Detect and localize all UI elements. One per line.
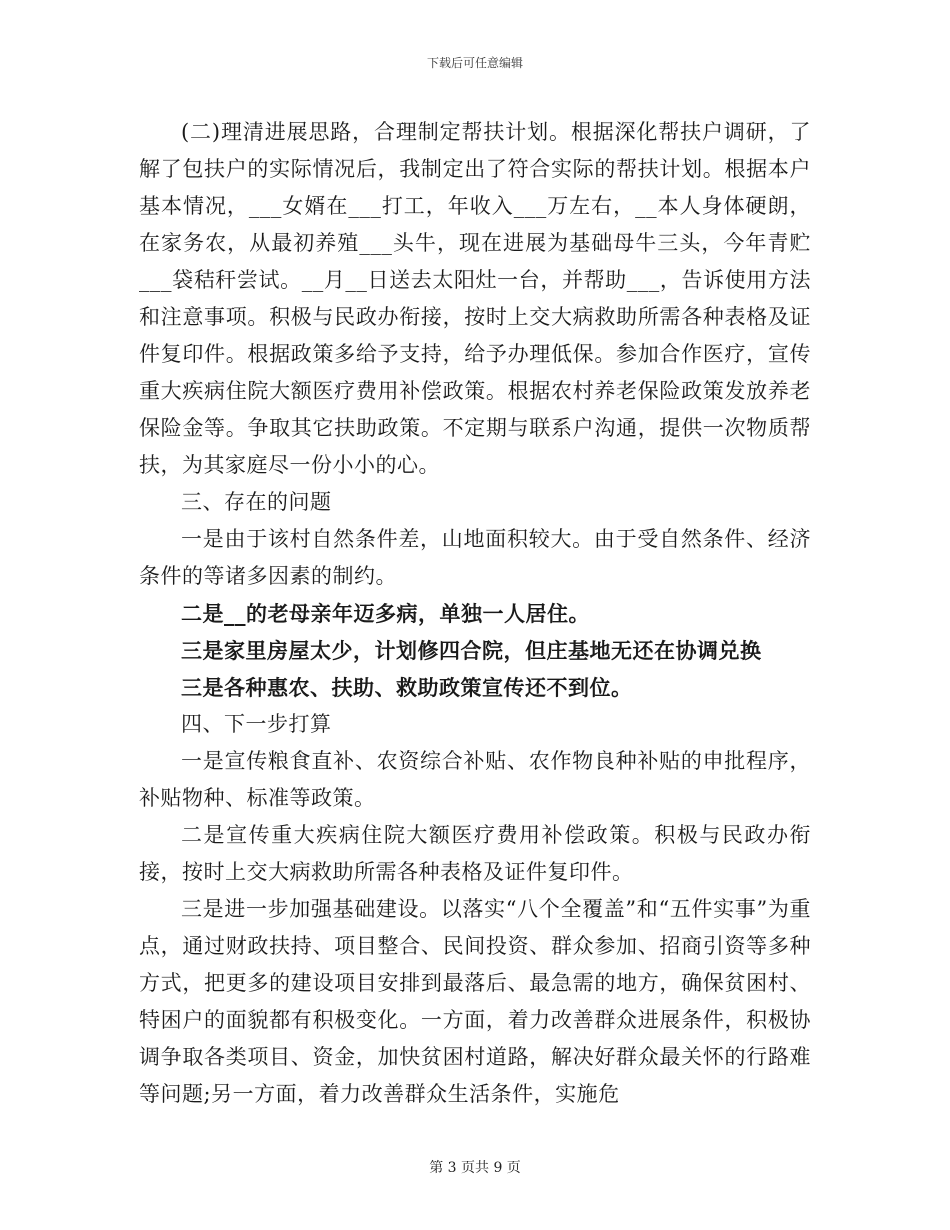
paragraph-problem-4: 三是各种惠农、扶助、救助政策宣传还不到位。 bbox=[181, 675, 633, 700]
paragraph-next-2: 二是宣传重大疾病住院大额医疗费用补偿政策。积极与民政办衔接，按时上交大病救助所需各种表格及证件复印件。 bbox=[139, 823, 811, 884]
paragraph-next-1: 一是宣传粮食直补、农资综合补贴、农作物良种补贴的申批程序，补贴物种、标准等政策。 bbox=[139, 749, 811, 810]
page-header: 下载后可任意编辑 bbox=[426, 56, 523, 70]
paragraph-problem-3: 三是家里房屋太少，计划修四合院，但庄基地无还在协调兑换 bbox=[181, 638, 762, 663]
page-footer: 第 3 页共 9 页 bbox=[429, 1160, 521, 1176]
heading-problems: 三、存在的问题 bbox=[181, 490, 332, 514]
heading-next-steps: 四、下一步打算 bbox=[181, 712, 332, 736]
paragraph-problem-2: 二是__的老母亲年迈多病，单独一人居住。 bbox=[181, 601, 590, 626]
document-body bbox=[139, 114, 811, 1113]
paragraph-next-3: 三是进一步加强基础建设。以落实“八个全覆盖”和“五件实事”为重点，通过财政扶持、项目整合、民间投资、群众参加、招商引资等多种方式，把更多的建设项目安排到最落后、最急需的地方，确保贫困村、特困户的面貌都有积极变化。一方面，着力改善群众进展条件，积极协调争取各类项目、资金，加快贫困村道路，解决好群众最关怀的行路难等问题;另一方面，着力改善群众生活条件，实施危 bbox=[139, 897, 811, 1106]
paragraph-problem-1: 一是由于该村自然条件差，山地面积较大。由于受自然条件、经济条件的等诸多因素的制约。 bbox=[139, 527, 811, 588]
paragraph-plan: (二)理清进展思路，合理制定帮扶计划。根据深化帮扶户调研，了解了包扶户的实际情况后，我制定出了符合实际的帮扶计划。根据本户基本情况，___女婿在___打工，年收入___万左右，__本人身体硬朗，在家务农，从最初养殖___头牛，现在进展为基础母牛三头，今年青贮___袋秸秆尝试。__月__日送去太阳灶一台，并帮助___，告诉使用方法和注意事项。积极与民政办衔接，按时上交大病救助所需各种表格及证件复印件。根据政策多给予支持，给予办理低保。参加合作医疗，宣传重大疾病住院大额医疗费用补偿政策。根据农村养老保险政策发放养老保险金等。争取其它扶助政策。不定期与联系户沟通，提供一次物质帮扶，为其家庭尽一份小小的心。 bbox=[139, 120, 811, 477]
